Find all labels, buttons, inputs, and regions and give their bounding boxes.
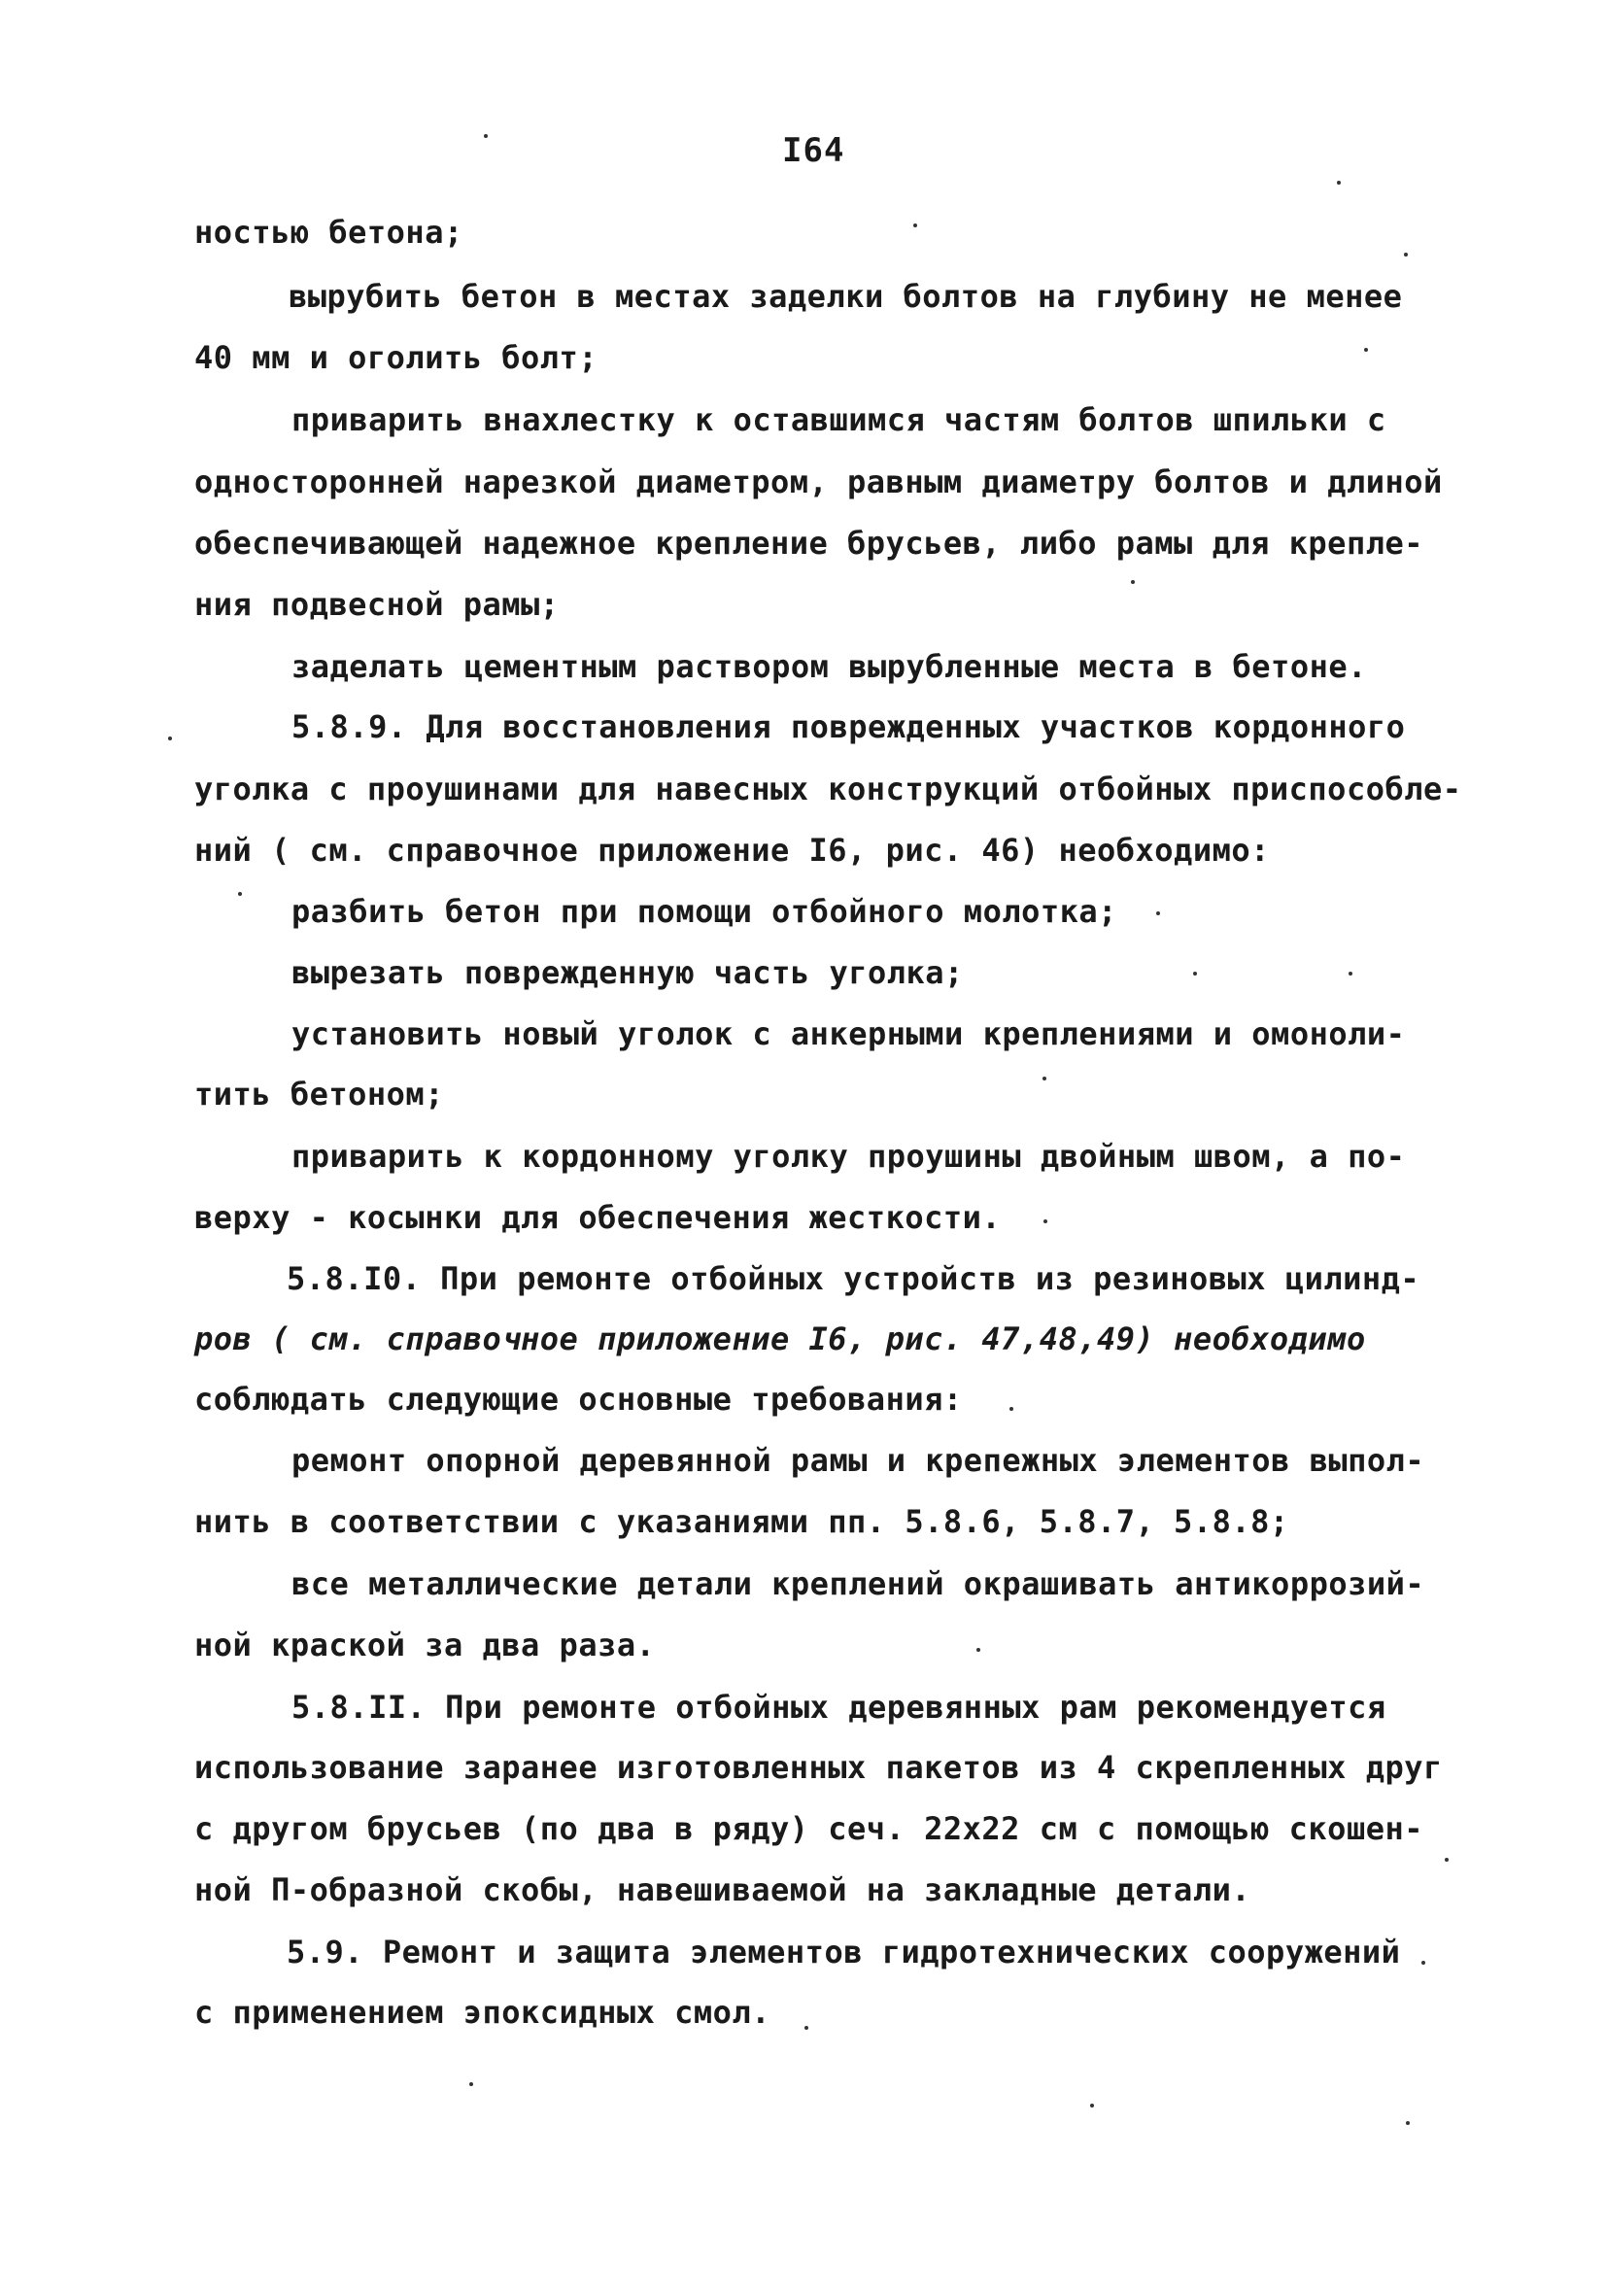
text-line: разбить бетон при помощи отбойного молотка; [291,893,1117,930]
text-line: 5.8.9. Для восстановления поврежденных участков кордонного [291,708,1406,745]
text-line: верху - косынки для обеспечения жесткости. [194,1199,1002,1236]
text-line: заделать цементным раствором вырубленные места в бетоне. [291,648,1367,685]
text-line: ной краской за два раза. [194,1627,656,1663]
text-line: 40 мм и оголить болт; [194,339,598,376]
text-line: ностью бетона; [194,214,463,251]
scan-speck [913,223,917,227]
text-line: вырубить бетон в местах заделки болтов на глубину не менее [289,278,1403,315]
scan-speck [1337,181,1341,185]
text-line: обеспечивающей надежное крепление брусьев, либо рамы для крепле- [194,525,1423,562]
scan-speck [469,2082,473,2086]
page-number: I64 [782,131,845,170]
text-line: ной П-образной скобы, навешиваемой на закладные детали. [194,1871,1251,1908]
text-line: ров ( см. справочное приложение I6, рис. 47,48,49) необходимо [194,1320,1366,1357]
text-line: приварить внахлестку к оставшимся частям болтов шпильки с [291,401,1386,438]
scan-speck [1349,972,1352,976]
scan-speck [1364,348,1368,352]
text-line: вырезать поврежденную часть уголка; [291,954,964,991]
text-line: все металлические детали креплений окрашивать антикоррозий- [291,1565,1425,1602]
scan-speck [1131,580,1135,584]
text-line: с другом брусьев (по два в ряду) сеч. 22х22 см с помощью скошен- [194,1810,1423,1847]
text-line: уголка с проушинами для навесных конструкций отбойных приспособле- [194,771,1462,807]
text-line: использование заранее изготовленных пакетов из 4 скрепленных друг [194,1749,1443,1786]
text-line: тить бетоном; [194,1076,444,1113]
scan-speck [1043,1219,1047,1223]
text-line: установить новый уголок с анкерными креплениями и омоноли- [291,1015,1406,1052]
text-line: ния подвесной рамы; [194,586,560,623]
scan-speck [804,2026,808,2030]
text-line: односторонней нарезкой диаметром, равным диаметру болтов и длиной [194,463,1443,500]
scan-speck [1445,1858,1449,1862]
scan-speck [1404,253,1408,257]
text-line: 5.8.I0. При ремонте отбойных устройств из резиновых цилинд- [287,1260,1420,1297]
text-line: ний ( см. справочное приложение I6, рис. 46) необходимо: [194,832,1270,869]
text-line: приварить к кордонному уголку проушины двойным швом, а по- [291,1138,1406,1175]
scan-speck [1090,2104,1094,2108]
scan-speck [1042,1077,1046,1080]
scan-speck [1421,1961,1425,1965]
scan-speck [1009,1407,1013,1411]
scan-speck [1193,972,1197,976]
scan-speck [484,134,488,138]
text-line: соблюдать следующие основные требования: [194,1381,963,1418]
text-line: нить в соответствии с указаниями пп. 5.8.6, 5.8.7, 5.8.8; [194,1503,1289,1540]
text-line: 5.9. Ремонт и защита элементов гидротехнических сооружений [287,1934,1401,1970]
text-line: с применением эпоксидных смол. [194,1994,770,2031]
scan-speck [238,892,242,896]
scan-speck [1406,2121,1410,2125]
text-line: ремонт опорной деревянной рамы и крепежных элементов выпол- [291,1442,1425,1479]
scan-speck [168,737,172,740]
scan-speck [1156,911,1160,915]
text-line: 5.8.II. При ремонте отбойных деревянных рам рекомендуется [291,1689,1386,1726]
scan-speck [976,1648,980,1652]
